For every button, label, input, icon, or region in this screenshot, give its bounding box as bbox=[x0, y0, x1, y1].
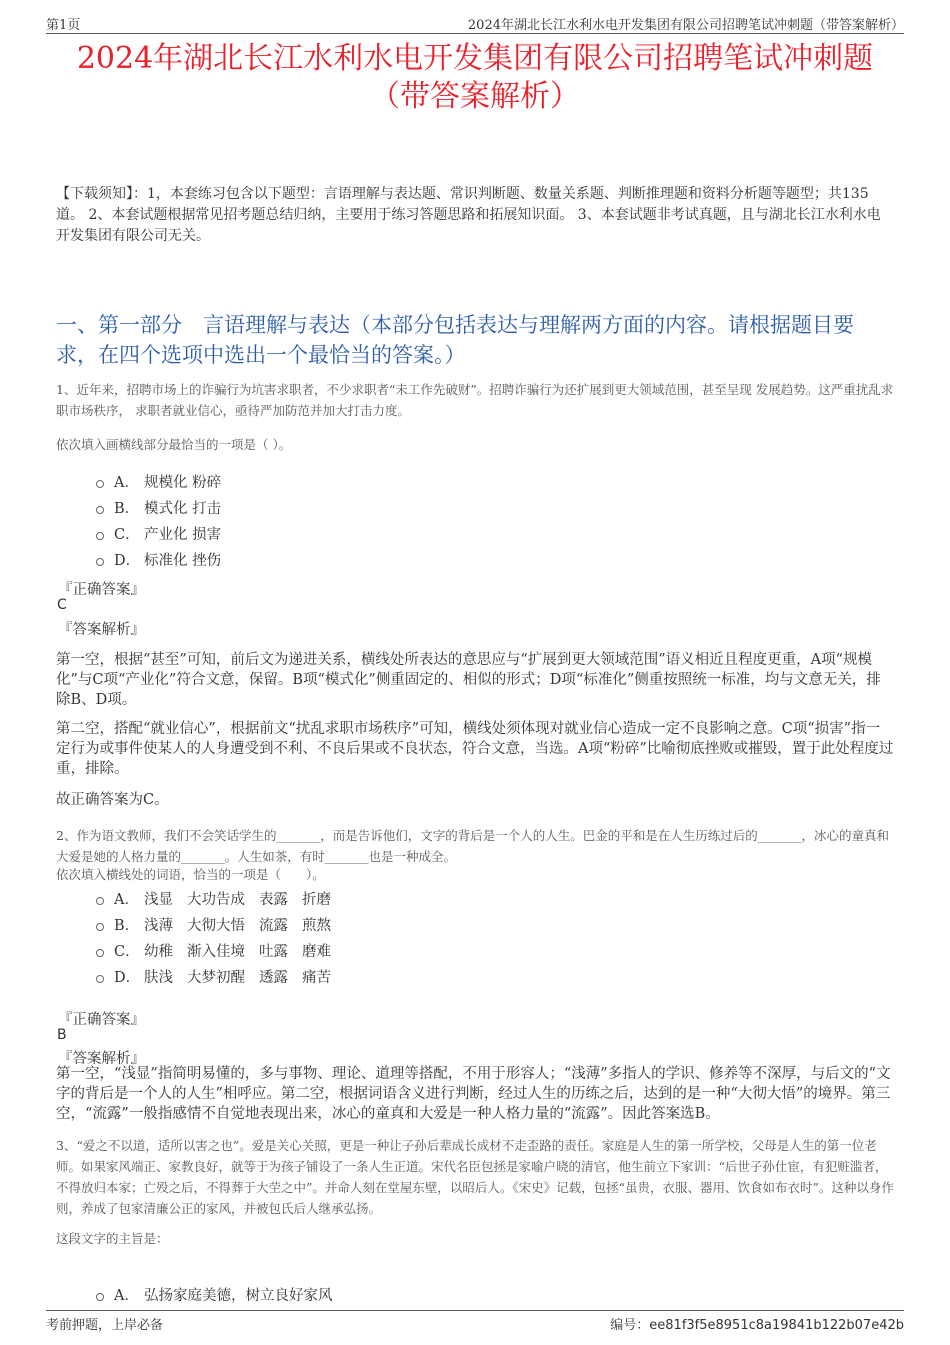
q3-prompt: 这段文字的主旨是： bbox=[56, 1231, 169, 1246]
q2-answer: B bbox=[57, 1027, 67, 1043]
q1-option-b[interactable]: B． 模式化 打击 bbox=[96, 497, 221, 518]
radio-icon[interactable] bbox=[96, 897, 104, 905]
title-line-2: （带答案解析） bbox=[370, 79, 580, 114]
q3-option-a[interactable]: A． 弘扬家庭美德，树立良好家风 bbox=[96, 1284, 333, 1305]
section-title: 一、第一部分 言语理解与表达（本部分包括表达与理解两方面的内容。请根据题目要求，在四个选项中选出一个最恰当的答案。） bbox=[56, 313, 854, 367]
q2-answer-label: 『正确答案』 bbox=[58, 1012, 145, 1028]
q2-option-b[interactable]: B． 浅薄 大彻大悟 流露 煎熬 bbox=[96, 914, 345, 935]
footer-rule bbox=[46, 1310, 904, 1311]
page-number: 第1页 bbox=[46, 18, 81, 33]
title-line-1: 2024年湖北长江水利水电开发集团有限公司招聘笔试冲刺题 bbox=[76, 41, 874, 76]
q1-analysis-1: 第一空，根据“甚至”可知，前后文为递进关系，横线处所表达的意思应与“扩展到更大领域范围”语义相近且程度更重，A项“规模化”与C项“产业化”符合文意，保留。B项“模式化”侧重固定的、相似的形式；D项“标准化”侧重按照统一标准，均与文意无关，排除B、D项。 bbox=[56, 652, 881, 708]
radio-icon[interactable] bbox=[96, 532, 104, 540]
header-rule bbox=[46, 33, 904, 34]
document-title bbox=[30, 40, 920, 116]
q2-option-a[interactable]: A． 浅显 大功告成 表露 折磨 bbox=[96, 888, 345, 909]
q2-analysis-label: 『答案解析』 bbox=[58, 1051, 145, 1067]
q1-analysis-3: 故正确答案为C。 bbox=[56, 792, 169, 808]
radio-icon[interactable] bbox=[96, 480, 104, 488]
footer-code-value: ee81f3f5e8951c8a19841b122b07e42b bbox=[649, 1318, 904, 1333]
q1-answer-label: 『正确答案』 bbox=[58, 582, 145, 598]
q2-stem: 2、作为语文教师，我们不会笑话学生的_______，而是告诉他们，文字的背后是一个人的人生。巴金的平和是在人生历练过后的_______，冰心的童真和大爱是她的人格力量的_______。人生如茶，有时_______也是一种成全。 bbox=[56, 828, 889, 864]
q1-option-a[interactable]: A． 规模化 粉碎 bbox=[96, 471, 221, 492]
q1-analysis-label: 『答案解析』 bbox=[58, 622, 145, 638]
radio-icon[interactable] bbox=[96, 558, 104, 566]
q1-option-d[interactable]: D． 标准化 挫伤 bbox=[96, 549, 221, 570]
radio-icon[interactable] bbox=[96, 949, 104, 957]
footer-slogan: 考前押题，上岸必备 bbox=[46, 1318, 164, 1333]
q1-answer: C bbox=[57, 597, 67, 613]
q1-prompt: 依次填入画横线部分最恰当的一项是（ ）。 bbox=[56, 437, 292, 452]
footer-code bbox=[610, 1314, 904, 1333]
radio-icon[interactable] bbox=[96, 975, 104, 983]
radio-icon[interactable] bbox=[96, 923, 104, 931]
radio-icon[interactable] bbox=[96, 1293, 104, 1301]
q1-stem: 1、近年来，招聘市场上的诈骗行为坑害求职者，不少求职者“未工作先破财”。招聘诈骗行为还扩展到更大领域范围，甚至呈现 发展趋势。这严重扰乱求职市场秩序， 求职者就业信心，亟待严加防范并加大打击力度。 bbox=[56, 382, 894, 418]
q2-analysis: 第一空，“浅显”指简明易懂的，多与事物、理论、道理等搭配，不用于形容人；“浅薄”多指人的学识、修养等不深厚，与后文的“文字的背后是一个人的人生”相呼应。第二空，根据词语含义进行判断，经过人生的历练之后，达到的是一种“大彻大悟”的境界。第三空，“流露”一般指感情不自觉地表现出来，冰心的童真和大爱是一种人格力量的“流露”。因此答案选B。 bbox=[56, 1066, 891, 1122]
q2-option-d[interactable]: D． 肤浅 大梦初醒 透露 痛苦 bbox=[96, 966, 345, 987]
running-title: 2024年湖北长江水利水电开发集团有限公司招聘笔试冲刺题（带答案解析） bbox=[467, 18, 904, 33]
download-notice: 【下载须知】：1，本套练习包含以下题型：言语理解与表达题、常识判断题、数量关系题、判断推理题和资料分析题等题型；共135道。 2、本套试题根据常见招考题总结归纳，主要用于练习答题思路和拓展知识面。 3、本套试题非考试真题，且与湖北长江水利水电开发集团有限公司无关。 bbox=[56, 186, 881, 244]
footer-code-label: 编号： bbox=[610, 1318, 650, 1333]
q3-stem: 3、“爱之不以道，适所以害之也”。爱是关心关照，更是一种让子孙后辈成长成材不走歪路的责任。家庭是人生的第一所学校，父母是人生的第一位老师。如果家风端正、家教良好，就等于为孩子铺设了一条人生正道。宋代名臣包拯是家喻户晓的清官，他生前立下家训：“后世子孙仕宦，有犯赃滥者，不得放归本家；亡殁之后，不得葬于大茔之中”。并命人刻在堂屋东壁，以昭后人。《宋史》记载，包拯“虽贵，衣服、器用、饮食如布衣时”。这种以身作则，养成了包家清廉公正的家风，并被包氏后人继承弘扬。 bbox=[56, 1138, 894, 1216]
q1-option-c[interactable]: C． 产业化 损害 bbox=[96, 523, 221, 544]
radio-icon[interactable] bbox=[96, 506, 104, 514]
q2-option-c[interactable]: C． 幼稚 渐入佳境 吐露 磨难 bbox=[96, 940, 345, 961]
q1-analysis-2: 第二空，搭配“就业信心”，根据前文“扰乱求职市场秩序”可知，横线处须体现对就业信心造成一定不良影响之意。C项“损害”指一定行为或事件使某人的人身遭受到不利、不良后果或不良状态，符合文意，当选。A项“粉碎”比喻彻底挫败或摧毁，置于此处程度过重，排除。 bbox=[56, 721, 894, 777]
q2-prompt: 依次填入横线处的词语，恰当的一项是（ ）。 bbox=[56, 867, 325, 882]
